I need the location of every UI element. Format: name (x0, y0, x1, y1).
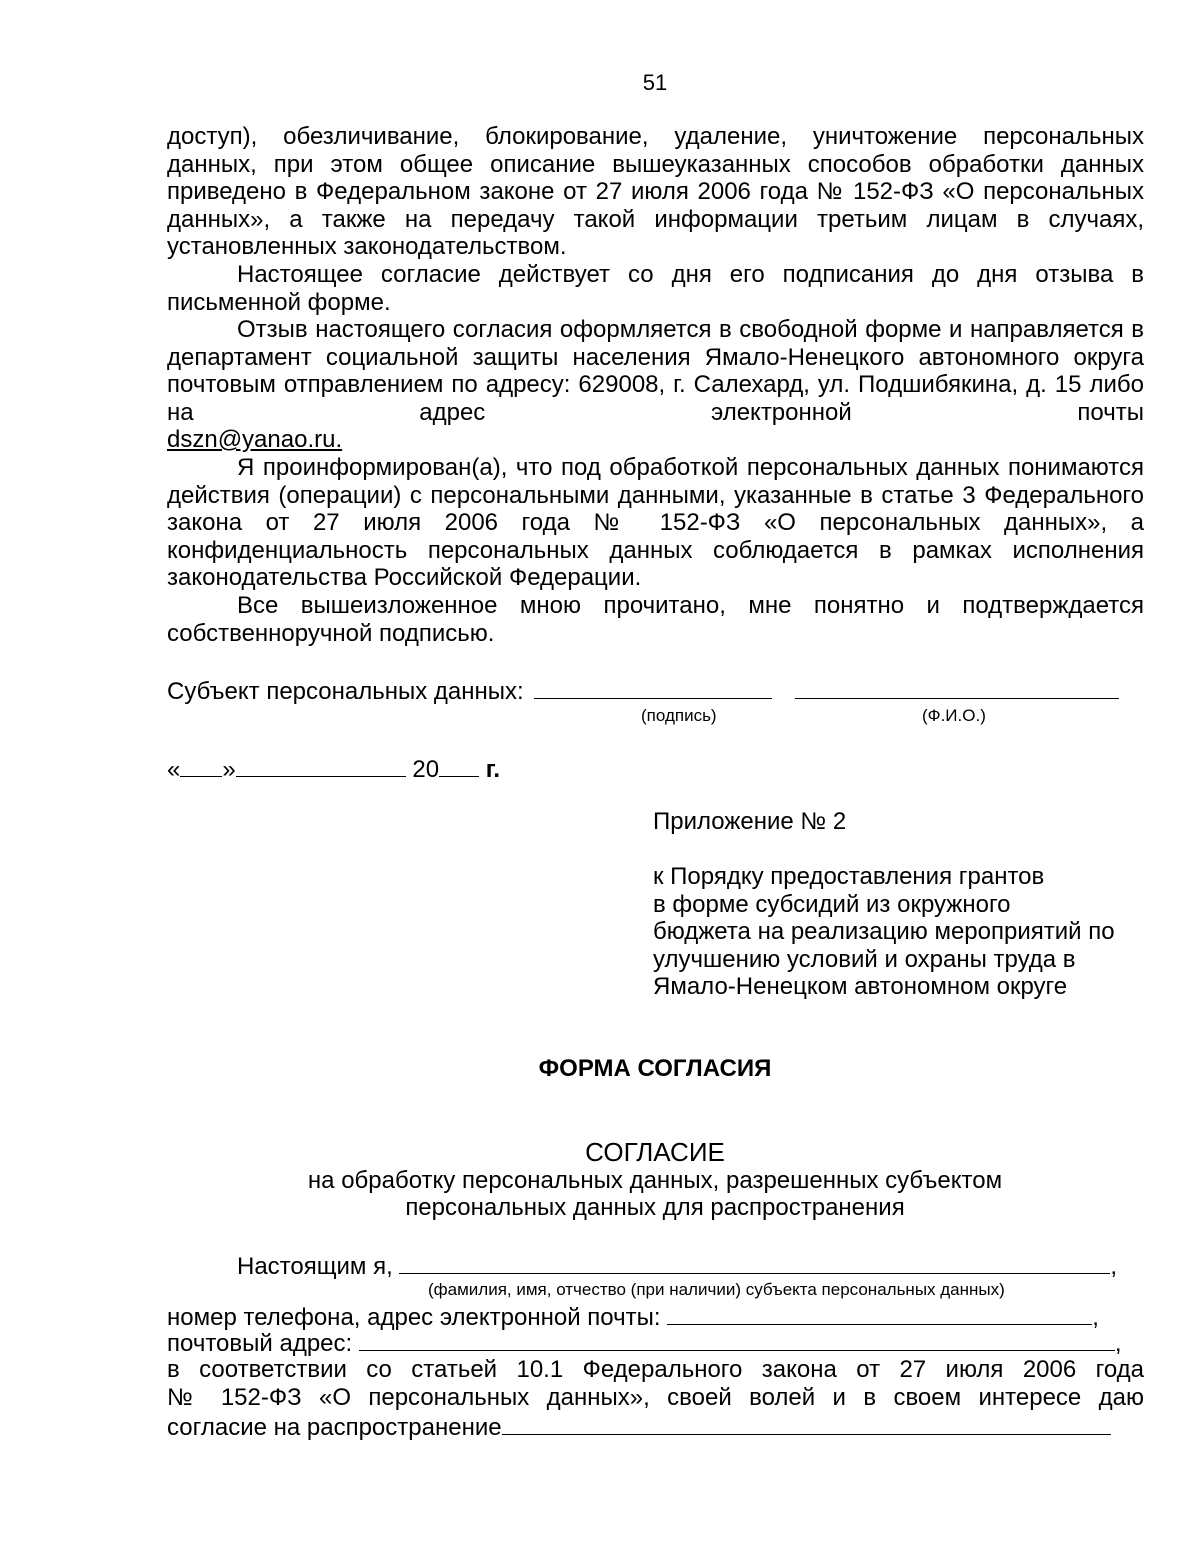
form-title: ФОРМА СОГЛАСИЯ (538, 1055, 772, 1082)
intro-caption: (фамилия, имя, отчество (при наличии) субъекта персональных данных) (428, 1280, 1005, 1299)
basis-line-3-label: согласие на распространение (167, 1414, 502, 1441)
paragraph-text: Я проинформирован(а), что под обработкой персональных данных понимаются действия (операции) с персональными данными, указанные в статье 3 Федерального закона от 27 июля 2006 года № 152-ФЗ «О персональных данных», а конфиденциальность персональных данных соблюдается в рамках исполнения законодательства Российской Федерации. (167, 454, 1144, 592)
appendix-line: улучшению условий и охраны труда в (653, 945, 1076, 973)
year-suffix: г. (485, 756, 501, 783)
email-link[interactable]: dszn@yanao.ru. (167, 426, 343, 453)
paragraph-text: Отзыв настоящего согласия оформляется в свободной форме и направляется в департамент социальной защиты населения Ямало-Ненецкого автономного округа почтовым отправлением по адресу: 629008, г. Салехард, ул. Подшибякина, д. 15 либо на адрес электронной почты (167, 316, 1144, 426)
body-paragraph-3 (167, 316, 1144, 426)
signature-label: Субъект персональных данных: (167, 678, 524, 705)
email-line (167, 426, 1144, 454)
year-field[interactable] (439, 754, 479, 777)
signature-caption: (подпись) (641, 706, 717, 725)
basis-line-1: в соответствии со статьей 10.1 Федерального закона от 27 июля 2006 года (167, 1356, 1144, 1383)
full-name-input[interactable] (399, 1251, 1110, 1274)
day-field[interactable] (180, 754, 222, 777)
consent-subtitle-2: персональных данных для распространения (405, 1194, 905, 1222)
postal-address-label: почтовый адрес: (167, 1330, 353, 1357)
consent-heading (0, 1139, 1200, 1222)
intro-line (237, 1251, 1137, 1281)
date-line (167, 754, 500, 784)
open-quote: « (167, 756, 181, 783)
appendix-reference (653, 863, 1153, 1001)
postal-address-line (167, 1328, 1144, 1358)
comma: , (1114, 1330, 1122, 1357)
consent-subtitle-1: на обработку персональных данных, разрешенных субъектом (307, 1166, 1003, 1194)
phone-email-label: номер телефона, адрес электронной почты: (167, 1304, 661, 1331)
consent-title: СОГЛАСИЕ (585, 1137, 725, 1167)
postal-address-input[interactable] (359, 1328, 1115, 1351)
intro-label: Настоящим я, (237, 1253, 393, 1280)
full-name-field[interactable] (795, 676, 1119, 699)
page-number: 51 (642, 70, 668, 95)
signature-line (167, 676, 1119, 706)
appendix-title: Приложение № 2 (653, 808, 847, 835)
appendix-line: Ямало-Ненецком автономном округе (653, 973, 1068, 1001)
paragraph-text: доступ), обезличивание, блокирование, удаление, уничтожение персональных данных, при этом общее описание вышеуказанных способов обработки данных приведено в Федеральном законе от 27 июля 2006 года № 152-ФЗ «О персональных данных», а также на передачу такой информации третьим лицам в случаях, установленных законодательством. (167, 123, 1144, 261)
appendix-line: в форме субсидий из окружного (653, 890, 1011, 918)
comma: , (1110, 1253, 1118, 1280)
full-name-caption: (Ф.И.О.) (922, 706, 986, 725)
distribution-input[interactable] (502, 1412, 1111, 1435)
year-prefix: 20 (412, 756, 440, 783)
comma: , (1092, 1304, 1099, 1331)
paragraph-text: Настоящее согласие действует со дня его подписания до дня отзыва в письменной форме. (167, 261, 1144, 316)
appendix-line: к Порядку предоставления грантов (653, 863, 1045, 890)
close-quote: » (222, 756, 236, 783)
month-field[interactable] (236, 754, 406, 777)
signature-field[interactable] (534, 676, 772, 699)
body-paragraph-4 (167, 454, 1144, 592)
basis-line-2: № 152-ФЗ «О персональных данных», своей волей и в своем интересе даю (167, 1384, 1144, 1411)
body-paragraph-5 (167, 592, 1144, 647)
basis-line-3 (167, 1412, 1144, 1442)
phone-email-input[interactable] (667, 1302, 1092, 1325)
appendix-line: бюджета на реализацию мероприятий по (653, 918, 1115, 946)
paragraph-text: Все вышеизложенное мною прочитано, мне понятно и подтверждается собственноручной подписью. (167, 592, 1144, 647)
body-paragraph-1 (167, 123, 1144, 261)
body-paragraph-2 (167, 261, 1144, 316)
